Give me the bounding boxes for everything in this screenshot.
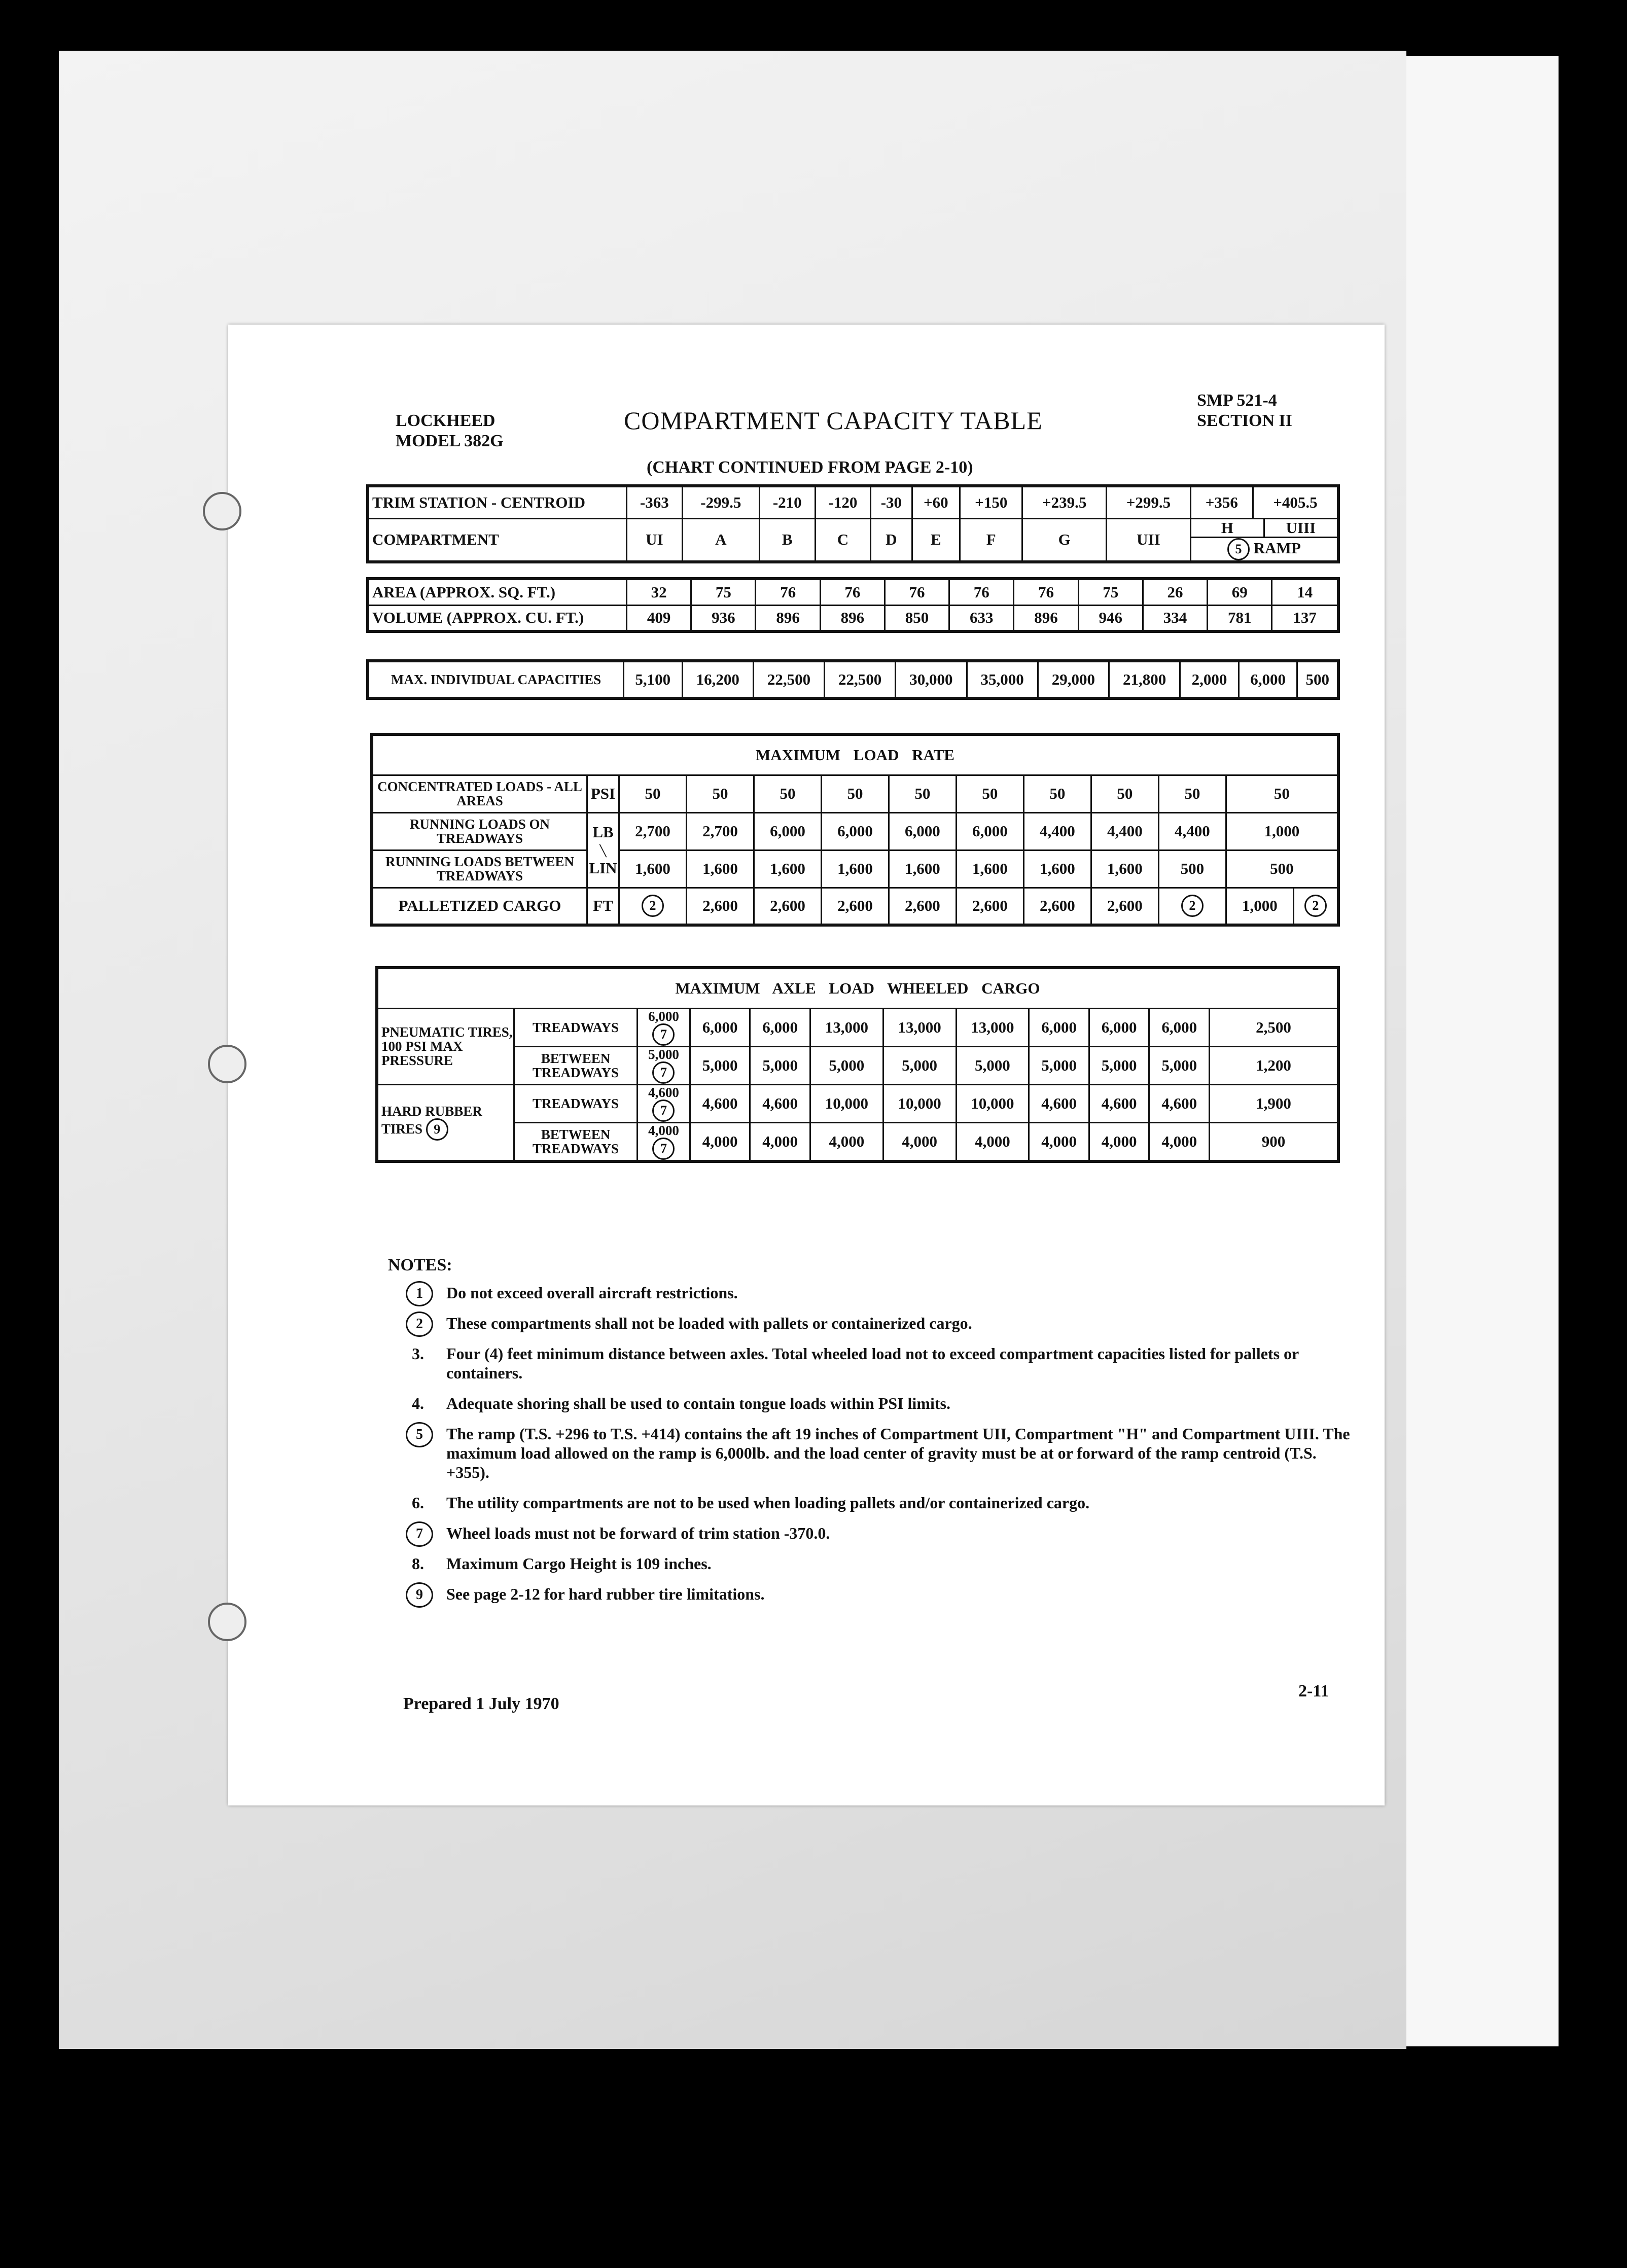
- unit-lin: LIN: [589, 859, 617, 877]
- axle-cell: 10,000: [810, 1084, 883, 1122]
- rate-cell: 2,600: [889, 888, 956, 925]
- note-number: 2: [406, 1312, 433, 1337]
- company-name: LOCKHEED: [396, 411, 496, 430]
- axle-cell: [638, 1008, 690, 1046]
- note-marker: 7: [652, 1138, 675, 1160]
- note-text: These compartments shall not be loaded with pallets or containerized cargo.: [446, 1314, 972, 1332]
- rate-cell: 6,000: [889, 812, 956, 850]
- compartment-cell: E: [912, 518, 960, 562]
- axle-cell: 5,000: [750, 1046, 810, 1084]
- rate-cell: 50: [1158, 775, 1226, 812]
- note-item: [391, 1394, 1354, 1413]
- capacity-cell: 16,200: [682, 661, 753, 698]
- axle-cell: [638, 1046, 690, 1084]
- binder-hole: [208, 1603, 246, 1641]
- area-cell: 26: [1143, 579, 1207, 605]
- load-rate-title: MAXIMUM LOAD RATE: [372, 734, 1338, 775]
- axle-cell: 4,600: [1029, 1084, 1089, 1122]
- rate-cell: 50: [821, 775, 889, 812]
- between-label: BETWEEN TREADWAYS: [514, 1046, 638, 1084]
- unit-label: PSI: [587, 775, 619, 812]
- note-text: Do not exceed overall aircraft restrictions.: [446, 1284, 738, 1302]
- axle-cell: 13,000: [883, 1008, 956, 1046]
- axle-cell: 10,000: [883, 1084, 956, 1122]
- capacity-cell: 22,500: [825, 661, 896, 698]
- note-item: [391, 1424, 1354, 1482]
- group-label-pneumatic: PNEUMATIC TIRES, 100 PSI MAX PRESSURE: [377, 1008, 514, 1084]
- axle-cell: 13,000: [810, 1008, 883, 1046]
- area-cell: 76: [820, 579, 885, 605]
- rate-cell: 1,600: [754, 850, 821, 888]
- axle-value: 4,600: [648, 1084, 679, 1100]
- axle-cell: 1,200: [1210, 1046, 1339, 1084]
- compartment-cell: UI: [627, 518, 683, 562]
- rate-cell: 1,600: [619, 850, 687, 888]
- rate-cell: [619, 888, 687, 925]
- rate-cell: 2,600: [754, 888, 821, 925]
- note-marker: 2: [1181, 895, 1204, 917]
- note-marker: 2: [1304, 895, 1327, 917]
- rate-cell: 2,600: [686, 888, 754, 925]
- axle-value: 5,000: [648, 1046, 679, 1062]
- note-text: Maximum Cargo Height is 109 inches.: [446, 1554, 712, 1573]
- capacity-cell: 500: [1297, 661, 1338, 698]
- compartment-cell: F: [960, 518, 1022, 562]
- capacity-cell: 29,000: [1038, 661, 1109, 698]
- axle-cell: 4,000: [1089, 1122, 1149, 1161]
- hard-rubber-label: HARD RUBBER TIRES: [381, 1104, 482, 1137]
- area-cell: 14: [1272, 579, 1338, 605]
- row-label: PALLETIZED CARGO: [372, 888, 587, 925]
- trim-cell: -210: [759, 486, 815, 518]
- area-cell: 75: [1078, 579, 1143, 605]
- axle-cell: 4,000: [690, 1122, 750, 1161]
- volume-label: VOLUME (APPROX. CU. FT.): [368, 605, 627, 631]
- compartment-cell: C: [815, 518, 871, 562]
- capacity-cell: 6,000: [1239, 661, 1297, 698]
- volume-cell: 633: [949, 605, 1014, 631]
- note-number: 7: [406, 1521, 433, 1547]
- binder-hole: [203, 492, 241, 530]
- axle-cell: 5,000: [883, 1046, 956, 1084]
- note-item: [391, 1344, 1354, 1383]
- axle-cell: 6,000: [690, 1008, 750, 1046]
- note-marker: 7: [652, 1100, 675, 1122]
- rate-cell: [1158, 888, 1226, 925]
- note-marker: 7: [652, 1061, 675, 1084]
- trim-cell: -120: [815, 486, 871, 518]
- binder-hole: [208, 1045, 246, 1083]
- note-item: [391, 1314, 1354, 1333]
- axle-cell: 5,000: [690, 1046, 750, 1084]
- notes-heading: NOTES:: [388, 1256, 452, 1274]
- group-label-hard-rubber: [377, 1084, 514, 1161]
- section-label: SECTION II: [1197, 411, 1293, 430]
- unit-lb: LB: [592, 823, 614, 841]
- volume-cell: 409: [627, 605, 691, 631]
- capacity-cell: 30,000: [896, 661, 967, 698]
- note-item: [391, 1554, 1354, 1573]
- rate-cell: 4,400: [1023, 812, 1091, 850]
- trim-cell: +150: [960, 486, 1022, 518]
- compartment-cell: D: [871, 518, 912, 562]
- volume-cell: 946: [1078, 605, 1143, 631]
- ramp-label: RAMP: [1253, 539, 1301, 557]
- compartment-cell: UII: [1107, 518, 1191, 562]
- axle-cell: 900: [1210, 1122, 1339, 1161]
- axle-cell: 4,600: [750, 1084, 810, 1122]
- chart-subtitle: (CHART CONTINUED FROM PAGE 2-10): [647, 458, 973, 477]
- area-cell: 32: [627, 579, 691, 605]
- trim-station-label: TRIM STATION - CENTROID: [368, 486, 627, 518]
- rate-cell: 4,400: [1091, 812, 1158, 850]
- axle-cell: [638, 1084, 690, 1122]
- rate-cell: 2,700: [619, 812, 687, 850]
- rate-cell: 500: [1158, 850, 1226, 888]
- note-number: 9: [406, 1582, 433, 1608]
- compartment-cell: B: [759, 518, 815, 562]
- ramp-cell: [1190, 518, 1338, 562]
- rate-cell: 1,600: [1091, 850, 1158, 888]
- note-text: Adequate shoring shall be used to contain tongue loads within PSI limits.: [446, 1394, 950, 1412]
- trim-cell: -363: [627, 486, 683, 518]
- volume-cell: 850: [885, 605, 949, 631]
- model-name: MODEL 382G: [396, 432, 504, 450]
- axle-cell: 4,600: [1089, 1084, 1149, 1122]
- trim-compartment-table: [366, 484, 1340, 563]
- note-text: The utility compartments are not to be used when loading pallets and/or containerized cargo.: [446, 1494, 1090, 1512]
- rate-cell: 50: [889, 775, 956, 812]
- row-label: CONCENTRATED LOADS - ALL AREAS: [372, 775, 587, 812]
- compartment-cell: A: [682, 518, 759, 562]
- rate-cell: 6,000: [754, 812, 821, 850]
- rate-cell: 1,600: [1023, 850, 1091, 888]
- axle-load-title: MAXIMUM AXLE LOAD WHEELED CARGO: [377, 968, 1338, 1008]
- rate-cell: 6,000: [956, 812, 1023, 850]
- area-cell: 76: [1014, 579, 1078, 605]
- axle-cell: 6,000: [750, 1008, 810, 1046]
- between-label: BETWEEN TREADWAYS: [514, 1122, 638, 1161]
- axle-cell: 6,000: [1089, 1008, 1149, 1046]
- area-cell: 76: [756, 579, 820, 605]
- axle-cell: 4,000: [750, 1122, 810, 1161]
- unit-label: LB ╲ LIN: [587, 812, 619, 888]
- rate-cell: 1,600: [821, 850, 889, 888]
- volume-cell: 896: [820, 605, 885, 631]
- rate-cell: 4,400: [1158, 812, 1226, 850]
- volume-cell: 137: [1272, 605, 1338, 631]
- axle-cell: 6,000: [1149, 1008, 1210, 1046]
- axle-cell: 6,000: [1029, 1008, 1089, 1046]
- rate-cell: 50: [619, 775, 687, 812]
- rate-cell: 1,000: [1226, 888, 1293, 925]
- note-number: 6.: [412, 1494, 424, 1512]
- rate-cell: 2,600: [956, 888, 1023, 925]
- max-capacity-label: MAX. INDIVIDUAL CAPACITIES: [368, 661, 624, 698]
- note-number: 8.: [412, 1554, 424, 1573]
- max-capacity-table: [366, 659, 1340, 700]
- axle-cell: 2,500: [1210, 1008, 1339, 1046]
- rate-cell: 500: [1226, 850, 1338, 888]
- area-volume-table: [366, 577, 1340, 633]
- note-marker: 2: [642, 895, 664, 917]
- treadways-label: TREADWAYS: [514, 1008, 638, 1046]
- notes-list: [391, 1283, 1354, 1615]
- axle-cell: 13,000: [956, 1008, 1029, 1046]
- axle-cell: 4,000: [810, 1122, 883, 1161]
- compartment-label: COMPARTMENT: [368, 518, 627, 562]
- area-cell: 76: [949, 579, 1014, 605]
- area-cell: 75: [691, 579, 756, 605]
- axle-cell: 4,600: [1149, 1084, 1210, 1122]
- page-number: 2-11: [1298, 1682, 1329, 1700]
- compartment-cell: G: [1022, 518, 1107, 562]
- axle-cell: 10,000: [956, 1084, 1029, 1122]
- load-rate-table: [370, 733, 1340, 927]
- note-number: 5: [406, 1422, 433, 1447]
- axle-cell: [638, 1122, 690, 1161]
- rate-cell: 50: [686, 775, 754, 812]
- area-cell: 76: [885, 579, 949, 605]
- trim-cell: +356: [1190, 486, 1253, 518]
- note-text: Wheel loads must not be forward of trim station -370.0.: [446, 1524, 830, 1542]
- trim-cell: +299.5: [1107, 486, 1191, 518]
- capacity-cell: 2,000: [1180, 661, 1239, 698]
- rate-cell: 2,600: [821, 888, 889, 925]
- area-cell: 69: [1208, 579, 1272, 605]
- note-marker: 5: [1227, 538, 1250, 560]
- note-number: 1: [406, 1281, 433, 1306]
- rate-cell: 50: [754, 775, 821, 812]
- axle-cell: 5,000: [810, 1046, 883, 1084]
- rate-cell: [1293, 888, 1338, 925]
- volume-cell: 781: [1208, 605, 1272, 631]
- trim-cell: +60: [912, 486, 960, 518]
- rate-cell: 1,600: [686, 850, 754, 888]
- area-label: AREA (APPROX. SQ. FT.): [368, 579, 627, 605]
- rate-cell: 1,600: [956, 850, 1023, 888]
- doc-number: SMP 521-4: [1197, 391, 1277, 410]
- axle-value: 4,000: [648, 1122, 679, 1138]
- capacity-cell: 21,800: [1109, 661, 1180, 698]
- page-title: COMPARTMENT CAPACITY TABLE: [624, 406, 1043, 435]
- row-label: RUNNING LOADS BETWEEN TREADWAYS: [372, 850, 587, 888]
- row-label: RUNNING LOADS ON TREADWAYS: [372, 812, 587, 850]
- note-marker: 7: [652, 1023, 675, 1046]
- axle-cell: 4,000: [883, 1122, 956, 1161]
- axle-cell: 4,600: [690, 1084, 750, 1122]
- note-item: [391, 1584, 1354, 1604]
- note-item: [391, 1493, 1354, 1512]
- note-item: [391, 1523, 1354, 1543]
- volume-cell: 936: [691, 605, 756, 631]
- volume-cell: 334: [1143, 605, 1207, 631]
- axle-cell: 4,000: [956, 1122, 1029, 1161]
- compartment-cell: H: [1221, 518, 1233, 537]
- rate-cell: 50: [1226, 775, 1338, 812]
- axle-cell: 5,000: [1089, 1046, 1149, 1084]
- rate-cell: 2,600: [1023, 888, 1091, 925]
- volume-cell: 896: [1014, 605, 1078, 631]
- note-text: Four (4) feet minimum distance between axles. Total wheeled load not to exceed compartment capacities listed for pallets or containers.: [446, 1344, 1299, 1382]
- capacity-cell: 22,500: [753, 661, 824, 698]
- trim-cell: +239.5: [1022, 486, 1107, 518]
- rate-cell: 50: [956, 775, 1023, 812]
- trim-cell: +405.5: [1253, 486, 1338, 518]
- axle-cell: 5,000: [1029, 1046, 1089, 1084]
- trim-cell: -30: [871, 486, 912, 518]
- note-marker: 9: [426, 1118, 448, 1141]
- note-item: [391, 1283, 1354, 1302]
- document-page: [228, 325, 1385, 1805]
- axle-cell: 1,900: [1210, 1084, 1339, 1122]
- axle-cell: 4,000: [1149, 1122, 1210, 1161]
- axle-cell: 5,000: [956, 1046, 1029, 1084]
- axle-cell: 4,000: [1029, 1122, 1089, 1161]
- rate-cell: 50: [1023, 775, 1091, 812]
- note-text: See page 2-12 for hard rubber tire limitations.: [446, 1585, 765, 1603]
- volume-cell: 896: [756, 605, 820, 631]
- prepared-date: Prepared 1 July 1970: [403, 1694, 559, 1713]
- note-number: 4.: [412, 1394, 424, 1412]
- unit-label: FT: [587, 888, 619, 925]
- rate-cell: 6,000: [821, 812, 889, 850]
- compartment-cell: UIII: [1263, 519, 1337, 537]
- note-number: 3.: [412, 1344, 424, 1363]
- axle-cell: 5,000: [1149, 1046, 1210, 1084]
- rate-cell: 1,000: [1226, 812, 1338, 850]
- rate-cell: 50: [1091, 775, 1158, 812]
- axle-value: 6,000: [648, 1008, 679, 1024]
- note-text: The ramp (T.S. +296 to T.S. +414) contains the aft 19 inches of Compartment UII, Compartment "H" and Compartment UIII. The maximum load allowed on the ramp is 6,000lb. and the load center of gravity must be at or forward of the ramp centroid (T.S. +355).: [446, 1425, 1350, 1481]
- rate-cell: 1,600: [889, 850, 956, 888]
- capacity-cell: 35,000: [967, 661, 1038, 698]
- adjacent-page-edge: [1406, 56, 1559, 2046]
- rate-cell: 2,600: [1091, 888, 1158, 925]
- trim-cell: -299.5: [682, 486, 759, 518]
- rate-cell: 2,700: [686, 812, 754, 850]
- axle-load-table: [375, 966, 1340, 1163]
- treadways-label: TREADWAYS: [514, 1084, 638, 1122]
- capacity-cell: 5,100: [624, 661, 683, 698]
